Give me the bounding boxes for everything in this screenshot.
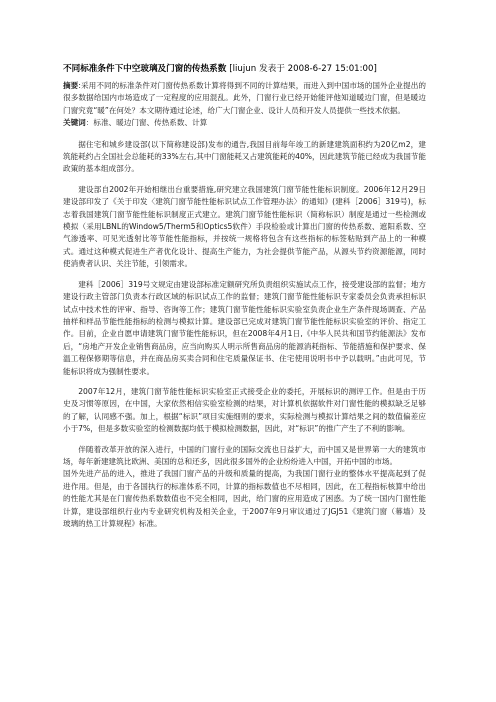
abstract: [63, 80, 426, 117]
body-paragraph: 国外先进产品的进入，推进了我国门窗产品的升级和质量的提高，为我国门窗行业的整体水平提高起到了促进作用。但是，由于各国执行的标准体系不同，计算的指标数值也不尽相同，因此，在工程指标核算中给出的性能尤其是在门窗传热系数数值也不完全相同，因此，给门窗的应用造成了困惑。为了统一国内门窗性能计算，建设部组织行业内专业研究机构及相关企业，于2007年9月审议通过了JGJ51《建筑门窗（幕墙）及玻璃的热工计算规程》标准。: [63, 469, 426, 528]
article-date: 发表于 2008-6-27 15:01:00]: [259, 64, 377, 74]
article-author: [liujun: [229, 64, 257, 74]
keywords-label: 关键词: [63, 118, 86, 128]
body-paragraph: 建科［2006］319号文规定由建设部标准定额研究所负责组织实施试点工作，接受建设部的监督；地方建设行政主管部门负责本行政区域的标识试点工作的监督；建筑门窗节能性能标识专家委员会负责承担标识试点中技术性的评审、指导、咨询等工作；建筑门窗节能性能标识实验室负责企业生产条件现场调查、产品抽样和样品节能性能指标的检测与模拟计算。建设部已完成对建筑门窗节能性能标识实验室的评价、指定工作。目前，企业自愿申请建筑门窗节能性能标识，但在2008年4月1日,《中华人民共和国节约能源法》发布后，“房地产开发企业销售商品房，应当向购买人明示所售商品房的能源消耗指标、节能措施和保护要求、保温工程保修期等信息，并在商品房买卖合同和住宅质量保证书、住宅使用说明书中予以载明。”由此可见，节能标识将成为强制性要求。: [63, 279, 426, 376]
abstract-text: :采用不同的标准条件对门窗传热系数计算将得到不同的计算结果，而进入到中国市场的国外企业提出的很多数据给国内市场造成了一定程度的应用混乱。此外，门窗行业已经开始能评他知道暖边门窗，但是暖边门窗究竟“暖”在何处？本文期待通过论述，给广大门窗企业、设计人员和开发人员提供一些技术依据。: [63, 81, 426, 115]
keywords: [63, 117, 426, 129]
body-paragraph: 伴随着改革开放的深入进行，中国的门窗行业的国际交流也日益扩大，而中国又是世界第一大的建筑市场，每年新建建筑比欧洲、美国的总和还多，因此很多国外的企业纷纷进入中国，开拓中国的市场。: [63, 444, 426, 466]
body-paragraph: 建设部自2002年开始相继出台重要措施,研究建立我国建筑门窗节能性能标识制度。2006年12月29日建设部印发了《关于印发〈建筑门窗节能性能标识试点工作管理办法〉的通知》(建科［2006］319号)，标志着我国建筑门窗节能性能标识制度正式建立。建筑门窗节能性能标识（简称标识）制度是通过一些检测或模拟（采用LBNL的Window5/Therm5和Optics5软件）手段检验或计算出门窗的传热系数、遮阳系数、空气渗透率、可见光透射比等节能性能指标，并按统一规格将包含有这些指标的标签粘贴到产品上的一种模式。通过这种模式促进生产者优化设计、提高生产能力，为社会提供节能产品，从源头节约资源能源，同时使消费者认识、关注节能，引领需求。: [63, 184, 426, 269]
abstract-label: 摘要: [63, 81, 79, 90]
keywords-text: ：标准、暖边门窗、传热系数、计算: [85, 118, 208, 128]
article-title: 不同标准条件下中空玻璃及门窗的传热系数: [63, 64, 227, 74]
body-paragraph: 据住宅和城乡建设部(以下简称建设部)发布的通告,我国目前每年竣工的新建建筑面积约为20亿m2，建筑能耗约占全国社会总能耗的33%左右,其中门窗能耗又占建筑能耗的40%，因此建筑节能已经成为我国节能政策的基本组成部分。: [63, 139, 426, 174]
article-title-line: [63, 63, 426, 75]
body-paragraph: 2007年12月，建筑门窗节能性能标识实验室正式接受企业的委托，开展标识的测评工作。但是由于历史及习惯等原因，在中国，大家依然相信实验室检测的结果，对计算机依据软件对门窗性能的模拟缺乏足够的了解，认同感不强。加上，根据“标识”项目实施细则的要求，实际检测与模拟计算结果之间的数值偏差应小于7%，但是多数实验室的检测数据均低于模拟检测数据，因此，对“标识”的推广产生了不利的影响。: [63, 386, 426, 434]
